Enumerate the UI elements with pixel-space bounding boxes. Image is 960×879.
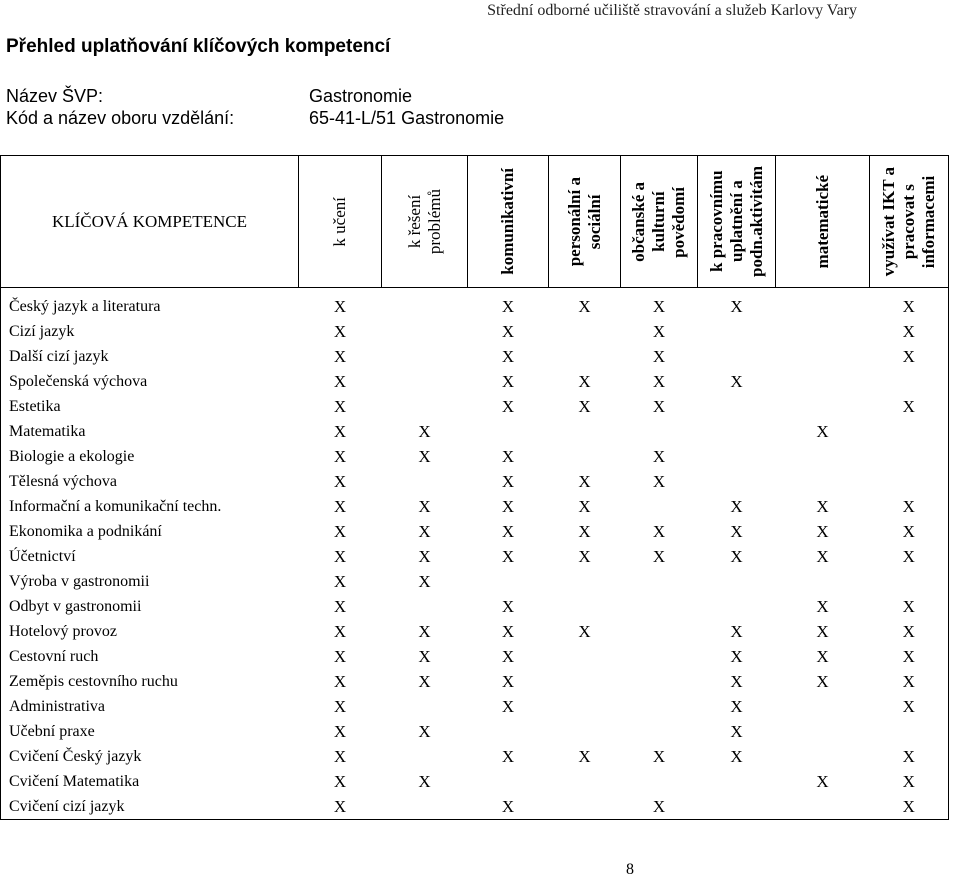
mark-cell: X [730, 296, 743, 316]
subject-cell: Účetnictví [1, 544, 299, 569]
mark-cell: X [333, 446, 347, 466]
mark-cell [698, 594, 776, 619]
mark-cell: X [418, 521, 431, 541]
mark-cell [549, 594, 621, 619]
mark-cell: X [501, 321, 515, 341]
mark-cell [776, 288, 870, 320]
mark-cell: X [816, 671, 829, 691]
mark-cell: X [652, 546, 666, 566]
mark-cell: X [333, 596, 347, 616]
mark-cell: X [730, 646, 743, 666]
table-row [1, 694, 949, 719]
mark-cell: X [333, 321, 347, 341]
mark-cell: X [501, 646, 515, 666]
mark-cell [621, 594, 698, 619]
column-header: občanské a kulturní povědomí [621, 156, 698, 288]
mark-cell: X [816, 421, 829, 441]
subject-cell: Hotelový provoz [1, 619, 299, 644]
mark-cell [621, 494, 698, 519]
mark-cell [698, 469, 776, 494]
mark-cell: X [870, 494, 949, 519]
mark-cell [621, 569, 698, 594]
table-row [1, 669, 949, 694]
mark-cell: X [418, 671, 431, 691]
mark-cell [549, 644, 621, 669]
column-header: matematické [776, 156, 870, 288]
mark-cell [621, 694, 698, 719]
mark-cell [549, 319, 621, 344]
column-header: využívat IKT a pracovat s informacemi [870, 156, 949, 288]
mark-cell: X [333, 646, 347, 666]
mark-cell: X [333, 771, 347, 791]
corner-header: KLÍČOVÁ KOMPETENCE [1, 156, 299, 288]
mark-cell [776, 794, 870, 820]
mark-cell [698, 344, 776, 369]
mark-cell: X [870, 594, 949, 619]
mark-cell: X [652, 471, 666, 491]
mark-cell: X [501, 296, 515, 316]
mark-cell [468, 719, 549, 744]
subject-cell: Cvičení Český jazyk [1, 744, 299, 769]
mark-cell: X [730, 371, 743, 391]
mark-cell: X [578, 396, 591, 416]
table-row [1, 344, 949, 369]
table-row [1, 319, 949, 344]
mark-cell: X [501, 621, 515, 641]
mark-cell: X [333, 496, 347, 516]
subject-cell: Administrativa [1, 694, 299, 719]
mark-cell [549, 669, 621, 694]
table-row [1, 544, 949, 569]
mark-cell [776, 319, 870, 344]
mark-cell: X [299, 794, 382, 820]
mark-cell: X [333, 371, 347, 391]
mark-cell [698, 769, 776, 794]
subject-cell: Učební praxe [1, 719, 299, 744]
subject-cell: Informační a komunikační techn. [1, 494, 299, 519]
mark-cell: X [418, 496, 431, 516]
mark-cell [621, 644, 698, 669]
mark-cell: X [870, 519, 949, 544]
mark-cell [621, 419, 698, 444]
mark-cell [698, 569, 776, 594]
mark-cell: X [333, 746, 347, 766]
subject-cell: Zeměpis cestovního ruchu [1, 669, 299, 694]
mark-cell [468, 769, 549, 794]
competence-table [0, 155, 949, 820]
mark-cell [870, 569, 949, 594]
table-row [1, 519, 949, 544]
subject-cell: Společenská výchova [1, 369, 299, 394]
subject-cell: Odbyt v gastronomii [1, 594, 299, 619]
subject-cell: Výroba v gastronomii [1, 569, 299, 594]
mark-cell: X [468, 794, 549, 820]
mark-cell: X [333, 521, 347, 541]
column-header: k řešení problémů [382, 156, 468, 288]
mark-cell: X [730, 546, 743, 566]
mark-cell [382, 594, 468, 619]
mark-cell [621, 619, 698, 644]
mark-cell [621, 719, 698, 744]
mark-cell: X [816, 521, 829, 541]
mark-cell [870, 719, 949, 744]
mark-cell [621, 669, 698, 694]
subject-cell: Další cizí jazyk [1, 344, 299, 369]
mark-cell: X [333, 296, 347, 316]
mark-cell [549, 344, 621, 369]
mark-cell: X [333, 721, 347, 741]
mark-cell: X [621, 794, 698, 820]
table-body [1, 288, 949, 820]
mark-cell: X [870, 319, 949, 344]
subject-cell: Český jazyk a literatura [1, 288, 299, 320]
table-row [1, 744, 949, 769]
mark-cell [870, 369, 949, 394]
mark-cell: X [501, 521, 515, 541]
table-row [1, 444, 949, 469]
mark-cell: X [333, 671, 347, 691]
mark-cell: X [418, 721, 431, 741]
mark-cell [776, 469, 870, 494]
column-header: k učení [299, 156, 382, 288]
svp-label: Název ŠVP: [6, 86, 104, 106]
mark-cell [870, 469, 949, 494]
mark-cell: X [418, 771, 431, 791]
mark-cell: X [652, 746, 666, 766]
mark-cell: X [501, 471, 515, 491]
mark-cell [382, 288, 468, 320]
mark-cell: X [870, 794, 949, 820]
subject-cell: Cizí jazyk [1, 319, 299, 344]
mark-cell: X [333, 621, 347, 641]
table-row [1, 594, 949, 619]
mark-cell: X [578, 621, 591, 641]
mark-cell: X [816, 621, 829, 641]
mark-cell [776, 569, 870, 594]
mark-cell: X [578, 471, 591, 491]
mark-cell: X [418, 546, 431, 566]
mark-cell [776, 744, 870, 769]
table-row [1, 644, 949, 669]
mark-cell [549, 719, 621, 744]
column-header: personální a sociální [549, 156, 621, 288]
obor-label: Kód a název oboru vzdělání: [6, 108, 235, 128]
mark-cell: X [652, 371, 666, 391]
mark-cell: X [652, 296, 666, 316]
mark-cell [698, 319, 776, 344]
mark-cell: X [501, 396, 515, 416]
mark-cell: X [501, 746, 515, 766]
page-title: Přehled uplatňování klíčových kompetencí [6, 36, 391, 57]
mark-cell: X [333, 546, 347, 566]
mark-cell [698, 444, 776, 469]
mark-cell: X [418, 646, 431, 666]
mark-cell: X [870, 288, 949, 320]
mark-cell [776, 369, 870, 394]
mark-cell: X [870, 744, 949, 769]
subject-cell: Biologie a ekologie [1, 444, 299, 469]
mark-cell: X [501, 346, 515, 366]
mark-cell: X [333, 346, 347, 366]
mark-cell [870, 444, 949, 469]
table-row [1, 394, 949, 419]
mark-cell: X [730, 746, 743, 766]
mark-cell: X [501, 546, 515, 566]
table-header-row [1, 156, 949, 288]
subject-cell: Estetika [1, 394, 299, 419]
mark-cell: X [816, 496, 829, 516]
mark-cell [698, 419, 776, 444]
table-row [1, 794, 949, 820]
mark-cell: X [418, 446, 431, 466]
column-header: komunikativní [468, 156, 549, 288]
mark-cell: X [578, 746, 591, 766]
mark-cell: X [501, 696, 515, 716]
mark-cell: X [816, 596, 829, 616]
subject-cell: Cestovní ruch [1, 644, 299, 669]
mark-cell: X [816, 771, 829, 791]
mark-cell: X [730, 521, 743, 541]
mark-cell: X [501, 596, 515, 616]
mark-cell [776, 719, 870, 744]
mark-cell [870, 419, 949, 444]
mark-cell [776, 694, 870, 719]
mark-cell [382, 344, 468, 369]
mark-cell [549, 444, 621, 469]
school-name: Střední odborné učiliště stravování a služeb Karlovy Vary [487, 2, 857, 19]
mark-cell [382, 369, 468, 394]
mark-cell: X [730, 671, 743, 691]
mark-cell [776, 444, 870, 469]
table-row [1, 769, 949, 794]
mark-cell: X [578, 296, 591, 316]
mark-cell: X [501, 496, 515, 516]
mark-cell: X [730, 696, 743, 716]
mark-cell [382, 319, 468, 344]
mark-cell: X [578, 546, 591, 566]
table-row [1, 288, 949, 320]
mark-cell [776, 344, 870, 369]
mark-cell: X [652, 321, 666, 341]
svp-value: Gastronomie [309, 86, 413, 106]
mark-cell [468, 569, 549, 594]
mark-cell: X [870, 394, 949, 419]
subject-cell: Ekonomika a podnikání [1, 519, 299, 544]
mark-cell: X [578, 371, 591, 391]
mark-cell: X [870, 644, 949, 669]
mark-cell [549, 569, 621, 594]
mark-cell: X [333, 396, 347, 416]
mark-cell: X [333, 571, 347, 591]
mark-cell [549, 694, 621, 719]
table-row [1, 469, 949, 494]
mark-cell: X [501, 446, 515, 466]
table-row [1, 569, 949, 594]
mark-cell [698, 394, 776, 419]
subject-cell: Matematika [1, 419, 299, 444]
mark-cell [549, 419, 621, 444]
mark-cell [621, 769, 698, 794]
table-row [1, 494, 949, 519]
mark-cell: X [652, 346, 666, 366]
mark-cell [776, 394, 870, 419]
mark-cell: X [578, 496, 591, 516]
table-row [1, 419, 949, 444]
table-row [1, 619, 949, 644]
mark-cell [468, 419, 549, 444]
mark-cell: X [730, 621, 743, 641]
subject-cell: Cvičení cizí jazyk [1, 794, 299, 820]
mark-cell: X [870, 694, 949, 719]
table-row [1, 369, 949, 394]
mark-cell: X [816, 546, 829, 566]
mark-cell [549, 794, 621, 820]
obor-value: 65-41-L/51 Gastronomie [309, 108, 505, 128]
table-row [1, 719, 949, 744]
mark-cell [382, 469, 468, 494]
mark-cell [382, 744, 468, 769]
mark-cell: X [501, 671, 515, 691]
mark-cell [382, 694, 468, 719]
mark-cell: X [418, 621, 431, 641]
mark-cell: X [501, 371, 515, 391]
mark-cell [382, 794, 468, 820]
mark-cell: X [816, 646, 829, 666]
mark-cell [382, 394, 468, 419]
mark-cell: X [418, 571, 431, 591]
mark-cell: X [333, 471, 347, 491]
mark-cell: X [333, 421, 347, 441]
mark-cell: X [652, 446, 666, 466]
mark-cell: X [652, 521, 666, 541]
subject-cell: Tělesná výchova [1, 469, 299, 494]
page-number: 8 [626, 861, 634, 878]
mark-cell: X [333, 696, 347, 716]
mark-cell: X [870, 544, 949, 569]
column-header: k pracovnímu uplatnění a podn.aktivitám [698, 156, 776, 288]
mark-cell: X [652, 396, 666, 416]
mark-cell: X [578, 521, 591, 541]
mark-cell: X [870, 669, 949, 694]
mark-cell: X [418, 421, 431, 441]
mark-cell: X [870, 619, 949, 644]
subject-cell: Cvičení Matematika [1, 769, 299, 794]
mark-cell: X [730, 721, 743, 741]
mark-cell: X [730, 496, 743, 516]
mark-cell [698, 794, 776, 820]
mark-cell: X [870, 769, 949, 794]
mark-cell [549, 769, 621, 794]
mark-cell: X [870, 344, 949, 369]
